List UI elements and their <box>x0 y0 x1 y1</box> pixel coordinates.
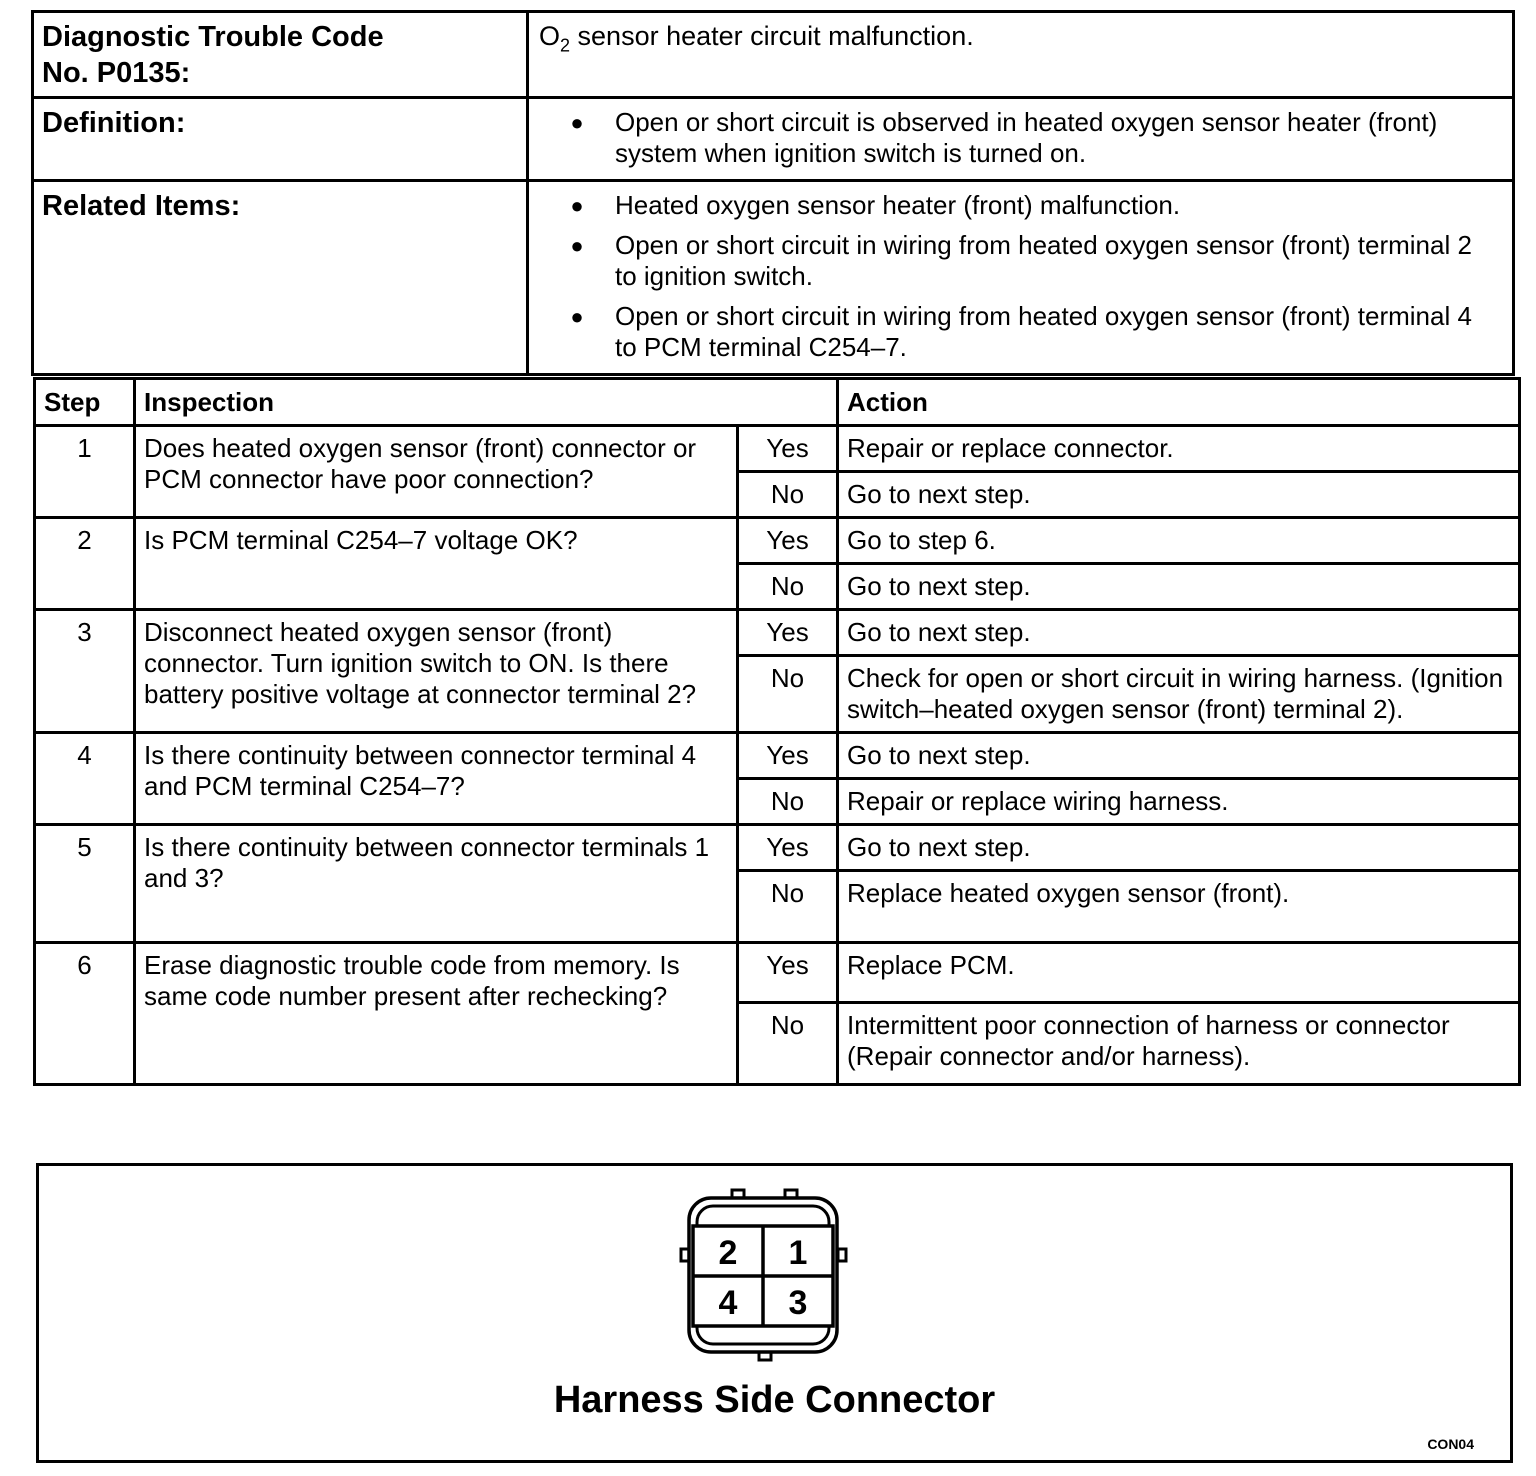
no-action: Repair or replace wiring harness. <box>838 779 1520 825</box>
pin-label: 3 <box>788 1284 808 1322</box>
table-row <box>35 518 1520 564</box>
yes-label: Yes <box>738 943 838 1003</box>
no-label: No <box>738 1003 838 1085</box>
definition-list <box>528 98 1514 181</box>
connector-figure <box>36 1163 1513 1463</box>
table-row <box>35 825 1520 871</box>
related-items-list <box>528 181 1514 375</box>
step-number: 6 <box>35 943 135 1085</box>
bullet-icon: ● <box>570 233 584 258</box>
step-inspection: Erase diagnostic trouble code from memory. Is same code number present after rechecking? <box>135 943 738 1085</box>
yes-label: Yes <box>738 610 838 656</box>
table-row <box>35 426 1520 472</box>
definition-item <box>539 107 1496 169</box>
connector-right-tab <box>838 1249 846 1261</box>
step-inspection: Is PCM terminal C254–7 voltage OK? <box>135 518 738 610</box>
table-row <box>35 943 1520 1003</box>
related-item <box>539 301 1496 363</box>
yes-action: Go to step 6. <box>838 518 1520 564</box>
dtc-code-label-line1: Diagnostic Trouble Code <box>42 21 384 53</box>
no-label: No <box>738 779 838 825</box>
definition-row <box>33 98 1514 181</box>
related-items-label: Related Items: <box>33 181 528 375</box>
dtc-description <box>528 12 1514 98</box>
related-item-text: Open or short circuit in wiring from heated oxygen sensor (front) terminal 2 to ignition switch. <box>615 230 1472 291</box>
step-inspection: Is there continuity between connector terminal 4 and PCM terminal C254–7? <box>135 733 738 825</box>
definition-label: Definition: <box>33 98 528 181</box>
dtc-description-prefix: O <box>539 21 561 51</box>
yes-label: Yes <box>738 426 838 472</box>
connector-diagram <box>679 1186 899 1366</box>
pin-label: 2 <box>718 1234 738 1272</box>
no-action: Go to next step. <box>838 472 1520 518</box>
figure-code: CON04 <box>1427 1436 1474 1452</box>
step-number: 3 <box>35 610 135 733</box>
table-row <box>35 733 1520 779</box>
dtc-description-subscript: 2 <box>560 35 571 56</box>
yes-action: Go to next step. <box>838 610 1520 656</box>
dtc-code-label <box>33 12 528 98</box>
definition-item-text: Open or short circuit is observed in heated oxygen sensor heater (front) system when ignition switch is turned on. <box>615 107 1438 168</box>
no-action: Intermittent poor connection of harness or connector (Repair connector and/or harness). <box>838 1003 1520 1085</box>
step-number: 5 <box>35 825 135 943</box>
no-label: No <box>738 656 838 733</box>
related-items-row <box>33 181 1514 375</box>
yes-label: Yes <box>738 518 838 564</box>
no-action: Replace heated oxygen sensor (front). <box>838 871 1520 943</box>
step-number: 4 <box>35 733 135 825</box>
diagnostic-steps-table <box>33 377 1521 1086</box>
yes-action: Go to next step. <box>838 733 1520 779</box>
no-label: No <box>738 871 838 943</box>
related-item <box>539 230 1496 292</box>
step-inspection: Disconnect heated oxygen sensor (front) connector. Turn ignition switch to ON. Is there battery positive voltage at connector terminal 2? <box>135 610 738 733</box>
no-label: No <box>738 472 838 518</box>
no-action: Go to next step. <box>838 564 1520 610</box>
header-inspection: Inspection <box>135 379 838 426</box>
table-row <box>35 610 1520 656</box>
no-action: Check for open or short circuit in wiring harness. (Ignition switch–heated oxygen sensor (front) terminal 2). <box>838 656 1520 733</box>
related-item-text: Heated oxygen sensor heater (front) malfunction. <box>615 190 1181 220</box>
steps-header-row <box>35 379 1520 426</box>
connector-caption: Harness Side Connector <box>553 1379 996 1421</box>
dtc-code-label-line2: No. P0135: <box>42 57 191 89</box>
step-number: 2 <box>35 518 135 610</box>
pin-label: 1 <box>788 1234 808 1272</box>
header-step: Step <box>35 379 135 426</box>
step-inspection: Is there continuity between connector terminals 1 and 3? <box>135 825 738 943</box>
dtc-description-text: sensor heater circuit malfunction. <box>570 21 974 51</box>
related-item-text: Open or short circuit in wiring from heated oxygen sensor (front) terminal 4 to PCM terminal C254–7. <box>615 301 1472 362</box>
pin-label: 4 <box>718 1284 738 1322</box>
bullet-icon: ● <box>570 304 584 329</box>
related-item <box>539 190 1496 221</box>
no-label: No <box>738 564 838 610</box>
bullet-icon: ● <box>570 193 584 218</box>
yes-label: Yes <box>738 733 838 779</box>
step-inspection: Does heated oxygen sensor (front) connector or PCM connector have poor connection? <box>135 426 738 518</box>
dtc-code-row <box>33 12 1514 98</box>
yes-action: Go to next step. <box>838 825 1520 871</box>
yes-action: Repair or replace connector. <box>838 426 1520 472</box>
yes-label: Yes <box>738 825 838 871</box>
step-number: 1 <box>35 426 135 518</box>
dtc-info-table <box>31 10 1515 376</box>
bullet-icon: ● <box>570 110 584 135</box>
header-action: Action <box>838 379 1520 426</box>
yes-action: Replace PCM. <box>838 943 1520 1003</box>
